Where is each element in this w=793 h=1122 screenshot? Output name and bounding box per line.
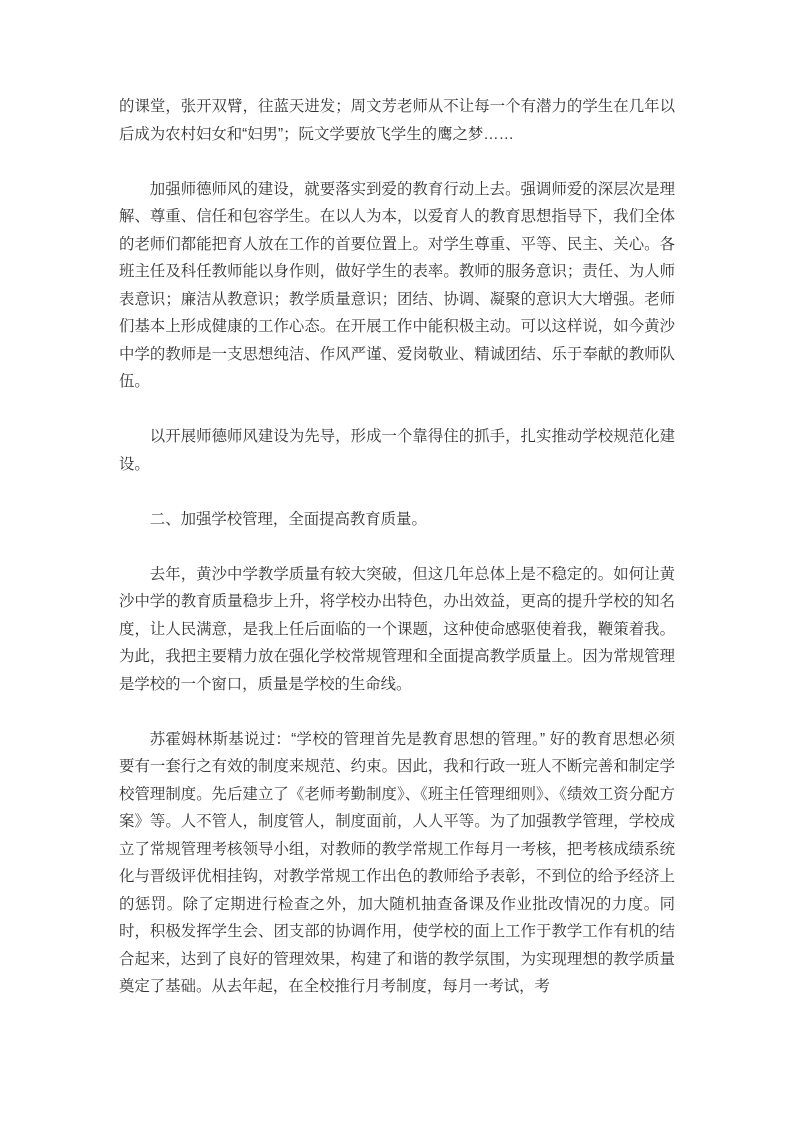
body-paragraph-standardization: 以开展师德师风建设为先导，形成一个靠得住的抓手，扎实推动学校规范化建设。	[119, 428, 675, 473]
document-text-block	[119, 93, 675, 1001]
body-paragraph-teacher-ethics: 加强师德师风的建设，就要落实到爱的教育行动上去。强调师爱的深层次是理解、尊重、信任和包容学生。在以人为本，以爱育人的教育思想指导下，我们全体的老师们都能把育人放在工作的首要位置上。对学生尊重、平等、民主、关心。各班主任及科任教师能以身作则，做好学生的表率。教师的服务意识；责任、为人师表意识；廉洁从教意识；教学质量意识；团结、协调、凝聚的意识大大增强。老师们基本上形成健康的工作心态。在开展工作中能积极主动。可以这样说，如今黄沙中学的教师是一支思想纯洁、作风严谨、爱岗敬业、精诚团结、乐于奉献的教师队伍。	[119, 180, 675, 390]
body-paragraph-management-system: 苏霍姆林斯基说过：“学校的管理首先是教育思想的管理。” 好的教育思想必须要有一套行之有效的制度来规范、约束。因此，我和行政一班人不断完善和制定学校管理制度。先后建立了《老师考勤制度》、《班主任管理细则》、《绩效工资分配方案》等。人不管人，制度管人，制度面前，人人平等。为了加强教学管理，学校成立了常规管理考核领导小组，对教师的教学常规工作每月一考核，把考核成绩系统化与晋级评优相挂钩，对教学常规工作出色的教师给予表彰，不到位的给予经济上的惩罚。除了定期进行检查之外，加大随机抽查备课及作业批改情况的力度。同时，积极发挥学生会、团支部的协调作用，使学校的面上工作于教学工作有机的结合起来，达到了良好的管理效果，构建了和谐的教学氛围，为实现理想的教学质量奠定了基础。从去年起，在全校推行月考制度，每月一考试，考	[119, 730, 675, 995]
continuation-paragraph: 的课堂，张开双臂，往蓝天进发；周文芳老师从不让每一个有潜力的学生在几年以后成为农村妇女和“妇男”；阮文学要放飞学生的鹰之梦……	[119, 98, 675, 143]
body-paragraph-quality-goal: 去年，黄沙中学教学质量有较大突破，但这几年总体上是不稳定的。如何让黄沙中学的教育质量稳步上升，将学校办出特色，办出效益，更高的提升学校的知名度，让人民满意，是我上任后面临的一个课题，这种使命感驱使着我，鞭策着我。为此，我把主要精力放在强化学校常规管理和全面提高教学质量上。因为常规管理是学校的一个窗口，质量是学校的生命线。	[119, 565, 675, 693]
section-heading-school-management: 二、加强学校管理，全面提高教育质量。	[149, 510, 427, 528]
